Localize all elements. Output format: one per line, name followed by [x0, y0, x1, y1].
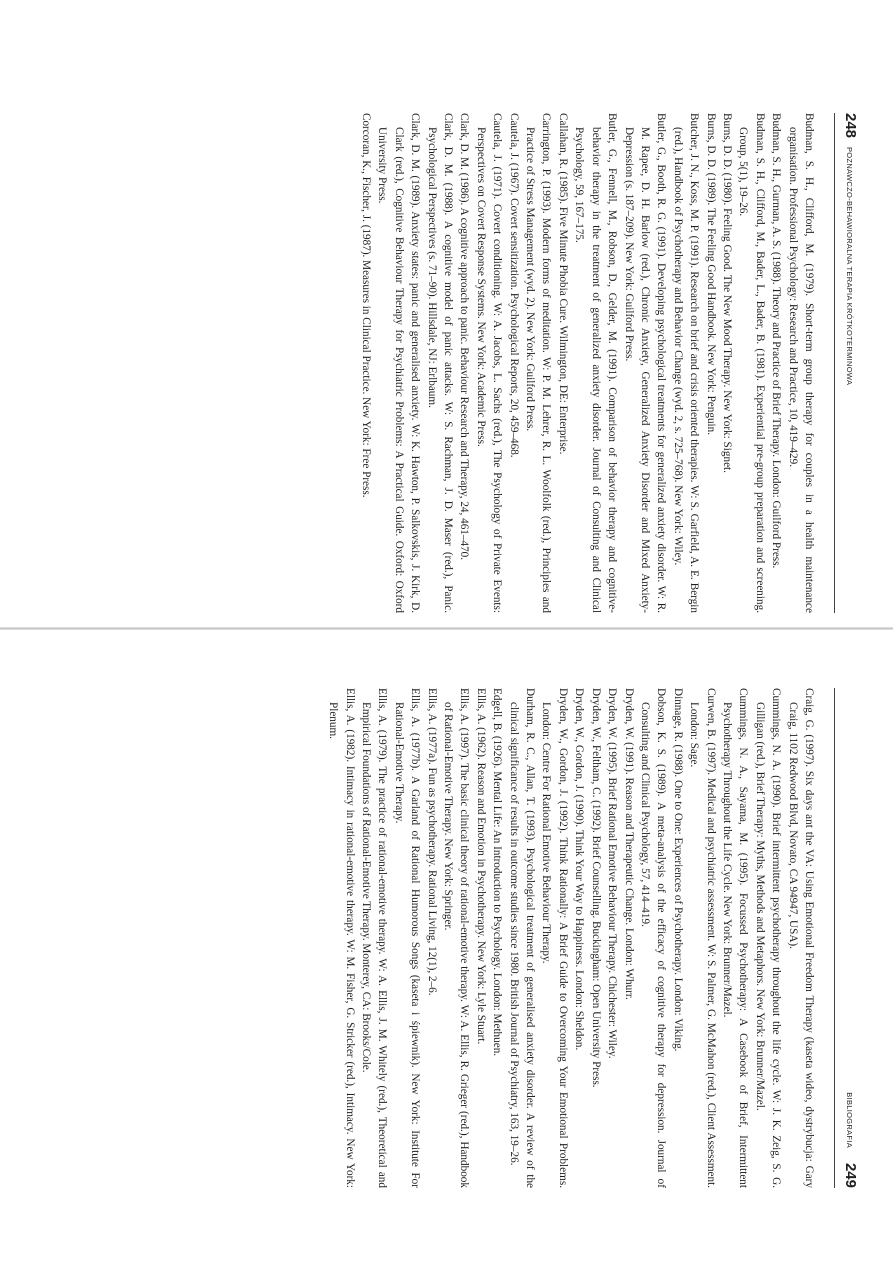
book-gutter: [0, 627, 893, 630]
right-page-header: [837, 688, 859, 1188]
reference-entry: Burns, D. D. (1989). The Feeling Good Handbook. New York: Penguin.: [704, 113, 717, 436]
left-page-number: 248: [842, 113, 859, 139]
reference-entry: Durham, R. C., Allan, T. (1993). Psychological treatment of generalised anxiety disorder. A review of the clinical significance of results in outcome studies since 1980. British Journal of Psychiatry, 163, 19–26.: [507, 688, 537, 1188]
reference-entry: Butler, G., Fennell, M., Robson, D., Gelder, M. (1991). Comparison of behavior therapy and cognitive-behavior therapy in the treatment of generalized anxiety disorder. Journal of Consulting and Clinical Psychology, 59, 167–175.: [573, 113, 619, 613]
reference-entry: Edgell, B. (1926). Mental Life: An Introduction to Psychology. London: Methuen.: [491, 688, 504, 1057]
reference-entry: Butcher, J. N., Koss, M. P. (1991). Research on brief and crisis oriented therapies. W: S. Garfield, A. E. Bergin (red.), Handbook of Psychotherapy and Behavior Change (wyd. 2, s. 725–768). New York: Wiley.: [671, 113, 701, 613]
reference-entry: Dryden, W. (1995). Brief Rational Emotive Behaviour Therapy. Chichester: Wiley.: [606, 688, 619, 1059]
reference-entry: Budman, S. H., Clifford, M. (1979). Short-term group therapy for couples in a health maintenance organisation. Professional Psychology: Research and Practice, 10, 419–429.: [786, 113, 815, 613]
reference-entry: Cautela, J. (1971). Covert conditioning. W: A. Jacobs, L. Sachs (red.), The Psychology of Private Events: Perspectives on Covert Response Systems. New York: Academic Press.: [474, 113, 504, 613]
reference-entry: Ellis, A. (1962). Reason and Emotion in Psychotherapy. New York: Lyle Stuart.: [474, 688, 487, 1045]
reference-entry: Craig, G. (1997). Six days ant the VA: Using Emotional Freedom Therapy (kaseta wideo, dystrybucja: Gary Craig, 1102 Redwood Blvd, Novato, CA 94947, USA).: [786, 688, 815, 1188]
reference-entry: Budman, S. H., Clifford, M., Bader, L., Bader, B. (1981). Experiential pre-group preparation and screening. Group, 5(1), 19–26.: [737, 113, 766, 613]
reference-entry: Dobson, K. S. (1989). A meta-analysis of the efficacy of cognitive therapy for depression. Journal of Consulting and Clinical Psychology, 57, 414–419.: [638, 688, 668, 1188]
reference-entry: Corcoran, K., Fischer, J. (1987). Measures in Clinical Practice. New York: Free Press.: [360, 113, 373, 498]
reference-entry: Ellis, A. (1979). The practice of rational-emotive therapy. W: A. Ellis, J. M. Whitely (red.), Theoretical and Empirical Foundations of Rational-Emotive Therapy. Monterey, CA: Brooks/Cole.: [360, 688, 389, 1188]
reference-entry: Ellis, A. (1977a). Fun as psychotherapy. Rational Living, 12(1), 2–6.: [425, 688, 438, 996]
reference-entry: Dryden, W. (1991). Reason and Therapeutic Change. London: Whurr.: [622, 688, 635, 1000]
right-page: [0, 643, 893, 1243]
left-reference-list: [358, 113, 817, 613]
reference-entry: Clark, D. M. (1989). Anxiety states: panic and generalised anxiety. W: K. Hawton, P. Salkovskis, J. Kirk, D. Clark (red.), Cognitive Behaviour Therapy for Psychiatric Problems: A Practical Guide. Oxford: Oxford University Press.: [376, 113, 422, 613]
right-reference-list: [325, 688, 817, 1188]
left-header-rule: [834, 113, 835, 613]
reference-entry: Dinnage, R. (1988). One to One: Experiences of Psychotherapy. London: Viking.: [671, 688, 684, 1052]
left-page: [0, 20, 893, 620]
reference-entry: Ellis, A. (1977b). A Garland of Rational Humorous Songs (kaseta i śpiewnik). New York: Institute For Rational-Emotive Therapy.: [392, 688, 422, 1188]
reference-entry: Butler, G., Booth, R. G. (1991). Developing psychological treatments for generalized anxiety disorder. W: R. M. Rapee, D. H. Barlow (red.), Chronic Anxiety, Generalized Anxiety Disorder and Mixed Anxiety-Depression (s. 187–209). New York: Guilford Press.: [622, 113, 668, 613]
reference-entry: Carrington, P. (1993). Modern forms of meditation. W: P. M. Lehrer, R. L. Woolfolk (red.), Principles and Practice of Stress Management (wyd. 2). New York: Guilford Press.: [524, 113, 553, 613]
reference-entry: Cummings, N. A., Sayama, M. (1995). Focussed Psychotherapy: A Casebook of Brief, Intermittent Psychotherapy Throughout the Life Cycle. New York: Brunner/Mazel.: [720, 688, 750, 1188]
reference-entry: Burns, D. D. (1980). Feeling Good. The New Mood Therapy. New York: Signet.: [720, 113, 733, 473]
reference-entry: Ellis, A. (1997). The basic clinical theory of rational-emotive therapy. W: A. Ellis, R. Grieger (red.), Handbook of Rational-Emotive Therapy. New York: Springer.: [442, 688, 471, 1188]
reference-entry: Dryden, W., Feltham, C. (1992). Brief Counselling. Buckingham: Open University Press.: [589, 688, 602, 1088]
reference-entry: Ellis, A. (1982). Intimacy in rational-emotive therapy. W: M. Fisher, G. Stricker (red.), Intimacy. New York: Plenum.: [327, 688, 356, 1188]
reference-entry: Dryden, W., Gordon, J. (1992). Think Rationally: A Brief Guide to Overcoming Your Emotional Problems. London: Centre For Rational Emotive Behaviour Therapy.: [540, 688, 569, 1188]
reference-entry: Clark, D. M. (1986). A cognitive approach to panic. Behaviour Research and Therapy, 24, 461–470.: [458, 113, 471, 561]
reference-entry: Cautela, J. (1967). Covert sensitization. Psychological Reports, 20, 459–468.: [507, 113, 520, 458]
right-header-rule: [834, 688, 835, 1188]
left-page-header: [837, 113, 859, 613]
reference-entry: Budman, S. H., Gurman, A. S. (1988). Theory and Practice of Brief Therapy. London: Guilford Press.: [770, 113, 783, 569]
reference-entry: Cummings, N. A. (1990). Brief intermittent psychotherapy throughout the life cycle. W: J. K. Zeig, S. G. Gilligan (red.), Brief Therapy: Myths, Methods and Metaphors. New York: Brunner/Mazel.: [753, 688, 783, 1188]
reference-entry: Clark, D. M. (1988). A cognitive model of panic attacks. W: S. Rachman, J. D. Maser (red.), Panic. Psychological Perspectives (s. 71–90). Hillsdale, NJ: Erlbaum.: [425, 113, 455, 613]
reference-entry: Callahan, R. (1985). Five Minute Phobia Cure. Wilmington, DE: Enterprise.: [556, 113, 569, 455]
reference-entry: Dryden, W., Gordon, J. (1990). Think Your Way to Happiness. London: Sheldon.: [573, 688, 586, 1051]
reference-entry: Curwen, B. (1997). Medical and psychiatric assessment. W: S. Palmer, G. McMahon (red.), Client Assessment. London: Sage.: [688, 688, 717, 1188]
left-running-title: POZNAWCZO-BEHAWIORALNA TERAPIA KRÓTKOTERMINOWA: [845, 147, 854, 386]
right-running-title: BIBLIOGRAFIA: [845, 1092, 854, 1148]
right-page-number: 249: [842, 1162, 859, 1188]
